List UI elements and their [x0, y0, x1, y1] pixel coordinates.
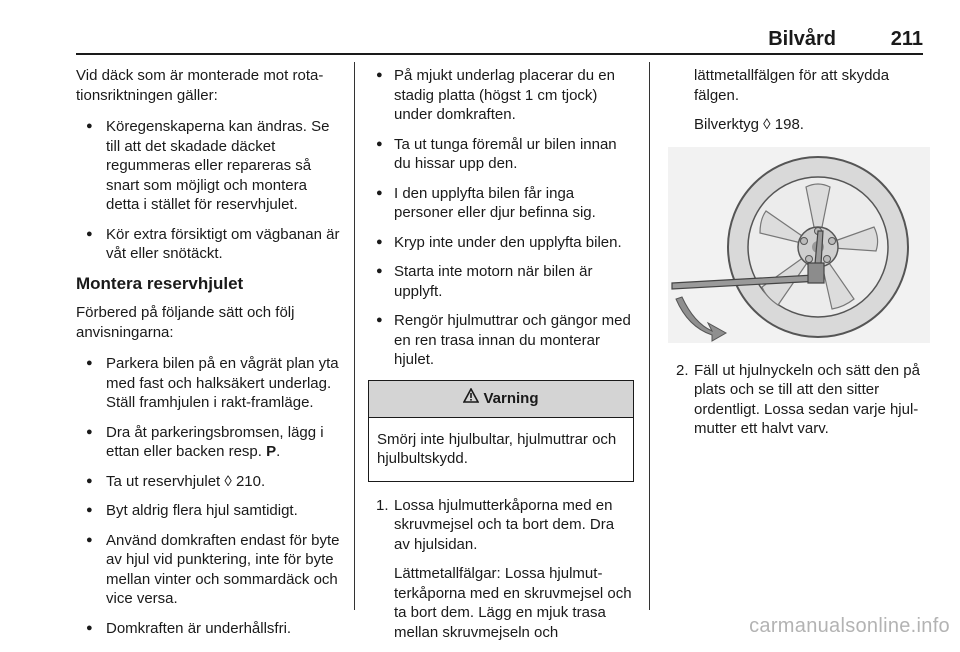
tool-reference: Bilverktyg ◊ 198.: [694, 116, 804, 133]
column-3: [668, 66, 930, 449]
gear-p-label: P: [266, 443, 277, 460]
section-title: Bilvård: [768, 28, 836, 50]
page-number: 211: [890, 28, 923, 50]
column-divider-1: [354, 62, 355, 610]
step-text: Fäll ut hjulnyckeln och sätt den på plats och se till att den sitter ordentligt. Lossa sedan varje hjul-mutter ett halvt varv.: [694, 361, 920, 437]
intro-bullet-list: [76, 117, 344, 264]
step-item: [368, 496, 634, 643]
step-text: Lossa hjulmutterkåporna med en skruvmejsel och ta bort dem. Dra av hjulsidan.: [394, 496, 615, 553]
bullet-item: ● Ta ut tunga föremål ur bilen innan du hissar upp den.: [368, 135, 634, 174]
preparation-bullet-list: [76, 354, 344, 638]
wheel-wrench-illustration: [668, 147, 930, 343]
step-number: 2.: [676, 361, 689, 379]
bullet-text-end: .: [276, 443, 281, 460]
column-1: [76, 66, 344, 648]
step-number: 1.: [376, 496, 389, 514]
bullet-item: ● Ta ut reservhjulet ◊ 210.: [76, 472, 344, 492]
intro-text: Vid däck som är monterade mot rota-tionsriktningen gäller:: [76, 67, 324, 104]
warning-title: Varning: [483, 389, 539, 407]
bullet-item: ● I den upplyfta bilen får inga personer eller djur befinna sig.: [368, 184, 634, 223]
steps-list: [368, 496, 634, 643]
warning-triangle-icon: [463, 388, 479, 409]
header-rule: [76, 53, 923, 55]
bullet-text: Dra åt parkeringsbromsen, lägg i ettan eller backen resp.: [106, 423, 324, 460]
warning-text: Smörj inte hjulbultar, hjulmuttrar och hjulbultskydd.: [377, 430, 617, 467]
step-subtext: Lättmetallfälgar: Lossa hjulmut-terkåporna med en skruvmejsel och ta bort dem. Lägg en mjuk trasa mellan skruvmejseln och: [394, 565, 632, 641]
bullet-item: ● Kör extra försiktigt om vägbanan är våt eller snötäckt.: [76, 225, 344, 264]
bullet-item: [76, 423, 344, 462]
bullet-item: ● Parkera bilen på en vågrät plan yta med fast och halksäkert underlag. Ställ framhjulen i rakt-framläge.: [76, 354, 344, 413]
bullet-item: ● Kryp inte under den upplyfta bilen.: [368, 233, 634, 253]
section-heading: Montera reservhjulet: [76, 273, 244, 293]
bullet-item: ● Rengör hjulmuttrar och gängor med en ren trasa innan du monterar hjulet.: [368, 311, 634, 370]
bullet-item: ● Starta inte motorn när bilen är upplyft.: [368, 262, 634, 301]
bullet-item: ● Köregenskaperna kan ändras. Se till att det skadade däcket regummeras eller repareras så snart som möjligt och montera detta i stället för reservhjulet.: [76, 117, 344, 215]
bullet-item: ● Domkraften är underhållsfri.: [76, 619, 344, 639]
warning-header: [369, 381, 633, 418]
bullet-item: ● På mjukt underlag placerar du en stadig platta (högst 1 cm tjock) under domkraften.: [368, 66, 634, 125]
warning-box: [368, 380, 634, 482]
bullet-item: ● Byt aldrig flera hjul samtidigt.: [76, 501, 344, 521]
step-item: [668, 361, 930, 439]
lead-text: Förbered på följande sätt och följ anvisningarna:: [76, 304, 295, 341]
page-header: [76, 25, 923, 55]
watermark: carmanualsonline.info: [749, 615, 950, 637]
bullet-item: ● Använd domkraften endast för byte av hjul vid punktering, inte för byte mellan vinter och sommardäck och vice versa.: [76, 531, 344, 609]
column-divider-2: [649, 62, 650, 610]
column-2: [368, 66, 634, 652]
safety-bullet-list: [368, 66, 634, 370]
continued-text: lättmetallfälgen för att skydda fälgen.: [694, 67, 890, 104]
steps-list: [668, 361, 930, 439]
